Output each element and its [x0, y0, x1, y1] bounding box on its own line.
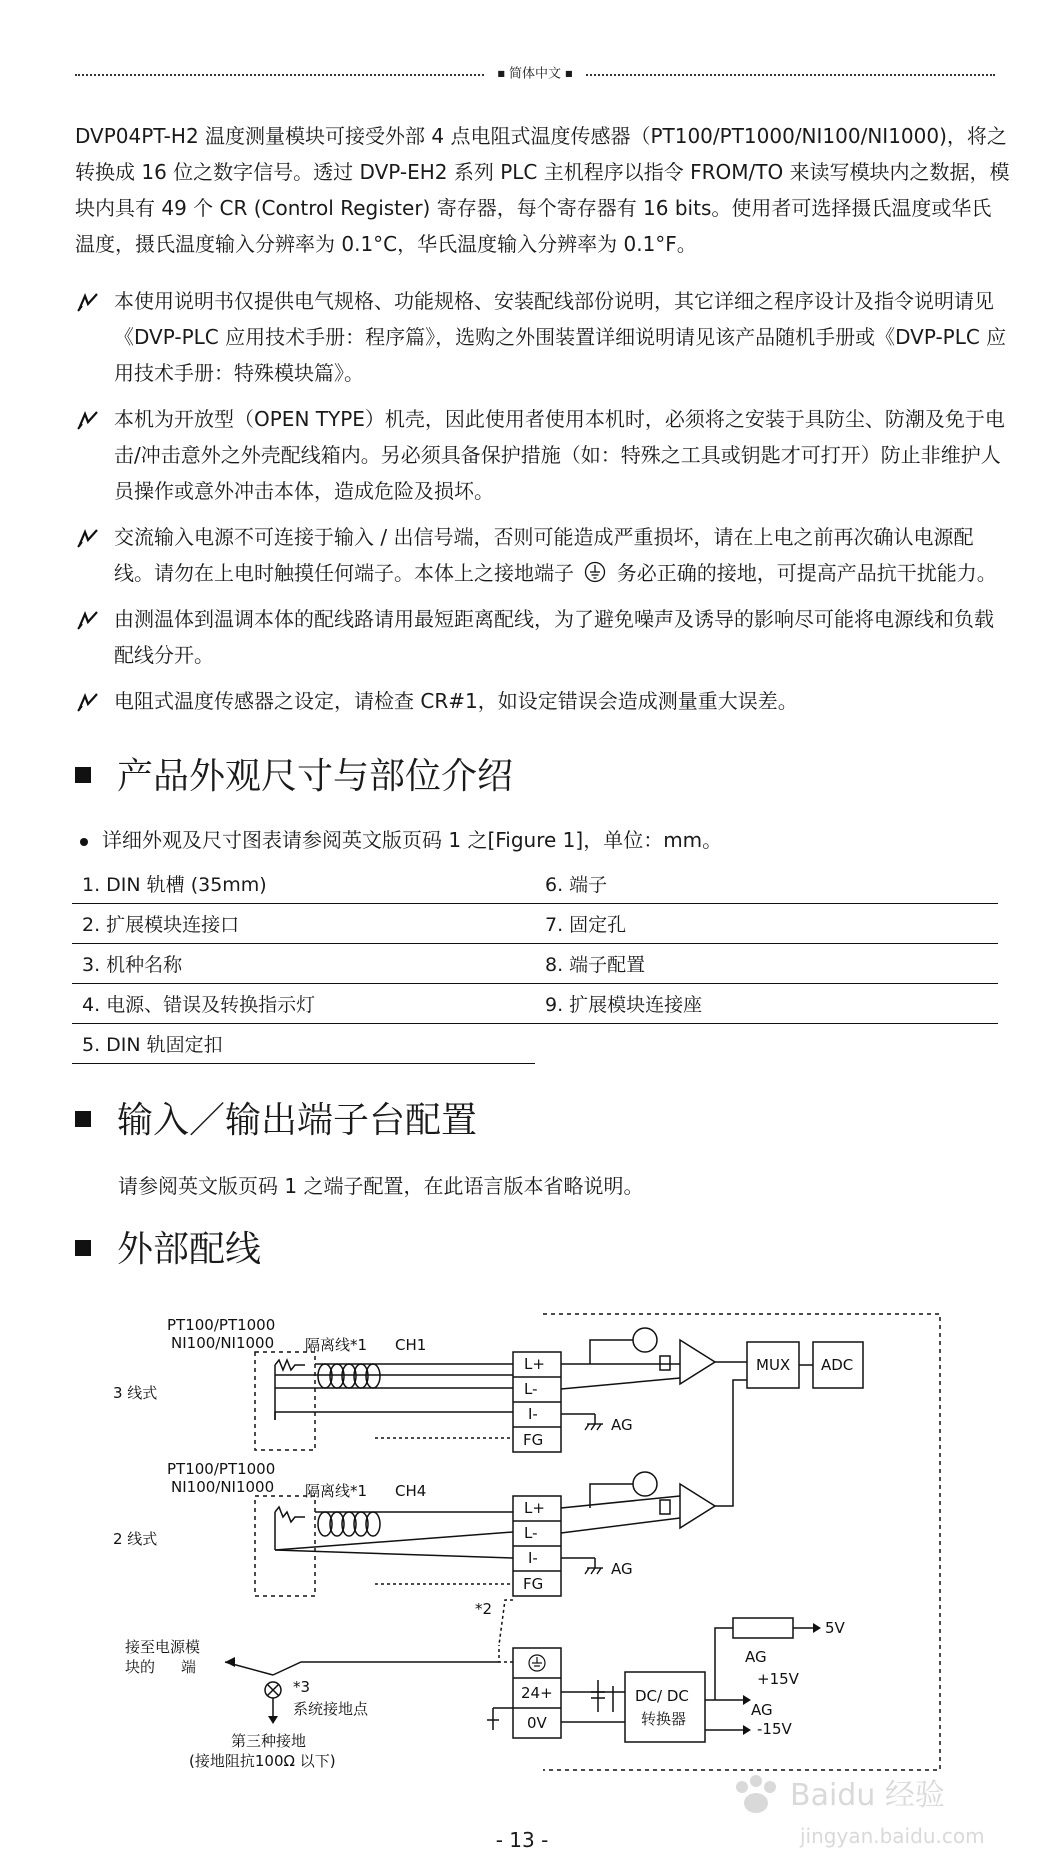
io-section-title: 输入／输出端子台配置 [75, 1096, 477, 1146]
three-wire-label: 3 线式 [113, 1384, 158, 1402]
pen-icon [77, 692, 99, 712]
bullet-dot-icon [80, 838, 88, 846]
ag-label: AG [745, 1648, 767, 1666]
ch4-label: CH4 [395, 1482, 427, 1500]
page-number: - 13 - [495, 1828, 549, 1852]
note-text: 本使用说明书仅提供电气规格、功能规格、安装配线部份说明，其它详细之程序设计及指令说明请见《DVP-PLC 应用技术手册：程序篇》，选购之外围装置详细说明请见该产品随机手册或《DVP-PLC 应用技术手册：特殊模块篇》。 [114, 289, 1007, 385]
ch1-label: CH1 [395, 1336, 427, 1354]
ag-label: AG [751, 1701, 773, 1719]
section-square-icon [75, 1111, 91, 1127]
note-item [75, 401, 1010, 509]
two-wire-label: 2 线式 [113, 1530, 158, 1548]
note-text-continued: 务必正确的接地，可提高产品抗干扰能力。 [610, 561, 997, 585]
dcdc-box [625, 1672, 705, 1742]
page-header [75, 62, 995, 86]
section-square-icon [75, 767, 91, 783]
wiring-section-title: 外部配线 [75, 1225, 261, 1275]
intro-paragraph: DVP04PT-H2 温度测量模块可接受外部 4 点电阻式温度传感器（PT100/PT1000/NI100/NI1000)，将之转换成 16 位之数字信号。透过 DVP-EH2 系列 PLC 主机程序以指令 FROM/TO 来读写模块内之数据，模块内具有 49 个 CR (Control Register) 寄存器，每个寄存器有 16 bits。使用者可选择摄氏温度或华氏温度，摄氏温度输入分辨率为 0.1°C，华氏温度输入分辨率为 0.1°F。 [75, 124, 1010, 256]
module-outline [543, 1314, 940, 1770]
dimensions-section-title: 产品外观尺寸与部位介绍 [75, 752, 513, 802]
pen-icon [77, 528, 99, 548]
minus15v-label: -15V [757, 1720, 792, 1738]
sensor-label-2b: NI100/NI1000 [171, 1478, 275, 1496]
ag-ground-marks [585, 1424, 603, 1574]
amplifier-ch4 [680, 1484, 715, 1528]
terminal-label: I- [528, 1549, 538, 1567]
terminal-label: I- [528, 1405, 538, 1423]
table-row [72, 944, 998, 984]
table-cell: 6. 端子 [535, 864, 998, 904]
table-cell: 9. 扩展模块连接座 [535, 984, 998, 1024]
notes-list [75, 283, 1010, 729]
terminal-ground-icon [529, 1655, 545, 1671]
note-item [75, 283, 1010, 391]
table-cell: 3. 机种名称 [72, 944, 535, 984]
svg-text:jingyan.baidu.com: jingyan.baidu.com [800, 1824, 985, 1848]
sensor-label-2a: PT100/PT1000 [167, 1460, 276, 1478]
ground-class-label: 第三种接地 [231, 1732, 307, 1750]
regulator-box [733, 1618, 793, 1638]
pen-icon [77, 410, 99, 430]
note-text: 本机为开放型（OPEN TYPE）机壳，因此使用者使用本机时，必须将之安装于具防尘、防潮及免于电击/冲击意外之外壳配线箱内。另必须具备保护措施（如：特殊之工具或钥匙才可打开）防止非维护人员操作或意外冲击本体，造成危险及损坏。 [114, 407, 1005, 503]
pen-icon [77, 292, 99, 312]
parts-table [72, 864, 998, 1064]
system-ground-label: 系统接地点 [293, 1700, 369, 1718]
shield-coil-ch1 [318, 1364, 380, 1388]
ag-label: AG [611, 1416, 633, 1434]
pen-icon [77, 610, 99, 630]
arrow-to-power-module [225, 1657, 235, 1667]
table-cell: 5. DIN 轨固定扣 [72, 1024, 535, 1064]
power-module-label-b: 块的 [125, 1658, 156, 1676]
note-text: 电阻式温度传感器之设定，请检查 CR#1，如设定错误会造成测量重大误差。 [114, 689, 798, 713]
5v-label: 5V [825, 1619, 845, 1637]
sensor-box-ch4 [255, 1496, 315, 1596]
io-note: 请参阅英文版页码 1 之端子配置，在此语言版本省略说明。 [118, 1174, 644, 1198]
table-cell: 2. 扩展模块连接口 [72, 904, 535, 944]
terminal-label: L- [524, 1380, 538, 1398]
terminal-label: FG [523, 1431, 544, 1449]
note3-label: *3 [293, 1678, 311, 1696]
ag-label: AG [611, 1560, 633, 1578]
table-cell: 7. 固定孔 [535, 904, 998, 944]
note-text: 交流输入电源不可连接于输入 / 出信号端，否则可能造成严重损坏，请在上电之前再次确认电源配线。请勿在上电时触摸任何端子。本体上之接地端子 [114, 525, 974, 585]
ground-symbol-icon [584, 561, 606, 583]
plus15v-label: +15V [757, 1670, 799, 1688]
svg-text:Baidu 经验: Baidu 经验 [790, 1778, 945, 1813]
adc-label: ADC [821, 1356, 854, 1374]
current-source-ch4 [633, 1472, 657, 1496]
terminal-24v-label: 24+ [521, 1684, 553, 1702]
note-item [75, 683, 1010, 719]
dimensions-note: 详细外观及尺寸图表请参阅英文版页码 1 之[Figure 1]，单位：mm。 [75, 822, 722, 858]
terminal-label: L- [524, 1524, 538, 1542]
table-row [72, 864, 998, 904]
table-row [72, 1024, 998, 1064]
table-cell: 1. DIN 轨槽 (35mm) [72, 864, 535, 904]
power-module-label-c: 端 [181, 1658, 197, 1676]
power-module-label-a: 接至电源模 [125, 1638, 201, 1656]
terminal-label: L+ [524, 1499, 545, 1517]
note-text: 由测温体到温调本体的配线路请用最短距离配线，为了避免噪声及诱导的影响尽可能将电源线和负载配线分开。 [114, 607, 994, 667]
table-row [72, 904, 998, 944]
shield-coil-ch4 [318, 1512, 380, 1536]
dcdc-label-b: 转换器 [641, 1710, 687, 1728]
table-row [72, 984, 998, 1024]
sensor-label-1b: NI100/NI1000 [171, 1334, 275, 1352]
current-source-ch1 [633, 1328, 657, 1352]
shield-label-1: 隔离线*1 [305, 1336, 368, 1354]
dcdc-label-a: DC/ DC [635, 1687, 689, 1705]
terminal-label: FG [523, 1575, 544, 1593]
note-item [75, 601, 1010, 673]
section-square-icon [75, 1240, 91, 1256]
sensor-label-1a: PT100/PT1000 [167, 1316, 276, 1334]
mux-label: MUX [756, 1356, 791, 1374]
ground-impedance-label: (接地阻抗100Ω 以下) [189, 1752, 336, 1770]
table-cell: 4. 电源、错误及转换指示灯 [72, 984, 535, 1024]
terminal-0v-label: 0V [527, 1714, 547, 1732]
note2-label: *2 [475, 1600, 493, 1618]
table-cell: 8. 端子配置 [535, 944, 998, 984]
terminal-label: L+ [524, 1355, 545, 1373]
shield-label-2: 隔离线*1 [305, 1482, 368, 1500]
wiring-diagram [113, 1300, 955, 1800]
note-item [75, 519, 1010, 591]
table-cell [535, 1024, 998, 1064]
amplifier-ch1 [680, 1340, 715, 1384]
language-label: ■ 简体中文 ■ [485, 62, 584, 87]
